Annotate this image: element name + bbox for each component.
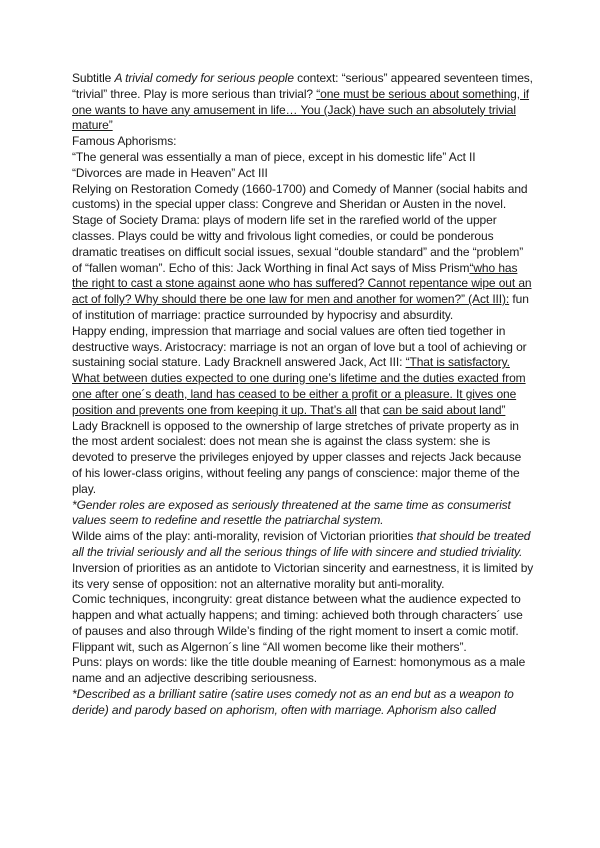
text-run: that: [356, 402, 383, 417]
text-run: Inversion of priorities as an antidote to Victorian sincerity and earnestness, it is limited by its very sense of opposition: not an alternative morality but anti-morality.: [72, 560, 534, 591]
text-run: “The general was essentially a man of piece, except in his domestic life” Act II: [72, 149, 476, 164]
text-run: “Divorces are made in Heaven” Act III: [72, 165, 268, 180]
paragraph: [72, 166, 534, 182]
quote-underlined: “one must be serious about something, if one wants to have any amusement in life… You (Jack) have such an absolutely trivial mature”: [72, 86, 530, 133]
document-body: [72, 71, 534, 719]
paragraph: [72, 182, 534, 214]
paragraph: [72, 134, 534, 150]
text-run: Comic techniques, incongruity: great distance between what the audience expected to happen and what actually happens; and timing: achieved both through characters´ use of pauses and also through Wilde’s finding of the right moment to insert a comic motif. Flippant wit, such as Algernon´s line “All women become like their mothers”.: [72, 592, 523, 654]
text-run: Subtitle: [72, 71, 115, 85]
quote-underlined: “who has the right to cast a stone against aone who has suffered? Cannot repentance wipe out an act of folly? Why should there be one law for men and another for women?” (Act III):: [72, 260, 532, 307]
paragraph: [72, 150, 534, 166]
paragraph: [72, 687, 534, 719]
paragraph: [72, 324, 534, 498]
text-run: Relying on Restoration Comedy (1660-1700) and Comedy of Manner (social habits and customs) in the special upper class: Congreve and Sheridan or Austen in the novel.: [72, 181, 528, 212]
italic-text: *Gender roles are exposed as seriously threatened at the same time as consumerist values seem to redefine and resettle the patriarchal system.: [72, 497, 511, 528]
paragraph: [72, 498, 534, 530]
paragraph: [72, 529, 534, 592]
text-run: context: “serious” appeared seventeen times, “trivial” three. Play is more serious than trivial?: [72, 71, 533, 101]
paragraph: [72, 213, 534, 324]
quote-underlined: can be said about land”: [382, 402, 506, 417]
quote-underlined: “That is satisfactory. What between duties expected to one during one’s lifetime and the duties exacted from one after one´s death, land has ceased to be either a profit or a pleasure. It gives one position and prevents one from keeping it up. That’s all: [72, 355, 526, 417]
text-run: Stage of Society Drama: plays of modern life set in the rarefied world of the upper classes. Plays could be witty and frivolous light comedies, or could be ponderous dramatic treatises on difficult social issues, sexual “double standard” and the “problem” of “fallen woman”. Echo of this: Jack Worthing in final Act says of Miss Prism: [72, 213, 524, 275]
italic-text: A trivial comedy for serious people: [114, 71, 294, 85]
paragraph: [72, 592, 534, 655]
text-run: Lady Bracknell is opposed to the ownership of large stretches of private property as in the most ardent socialest: does not mean she is against the class system: she is devoted to preserve the privileges enjoyed by upper classes and rejects Jack because of his lower-class origins, without feeling any pangs of conscience: major theme of the play.: [72, 418, 522, 496]
text-run: fun of institution of marriage: practice surrounded by hypocrisy and absurdity.: [72, 292, 529, 322]
italic-text: *Described as a brilliant satire (satire uses comedy not as an end but as a weapon to deride) and parody based on aphorism, often with marriage. Aphorism also called: [72, 687, 514, 717]
text-run: Famous Aphorisms:: [72, 134, 177, 149]
text-run: Wilde aims of the play: anti-morality, revision of Victorian priorities: [72, 529, 417, 544]
text-run: Happy ending, impression that marriage and social values are often tied together in destructive ways. Aristocracy: marriage is not an organ of love but a tool of achieving or sustaining social stature. Lady Bracknell answered Jack, Act III:: [72, 323, 527, 370]
paragraph: [72, 71, 534, 134]
paragraph: [72, 655, 534, 687]
italic-text: that should be treated all the trivial seriously and all the serious things of life with sincere and studied triviality.: [72, 529, 531, 559]
text-run: Puns: plays on words: like the title double meaning of Earnest: homonymous as a male name and an adjective describing seriousness.: [72, 655, 526, 686]
